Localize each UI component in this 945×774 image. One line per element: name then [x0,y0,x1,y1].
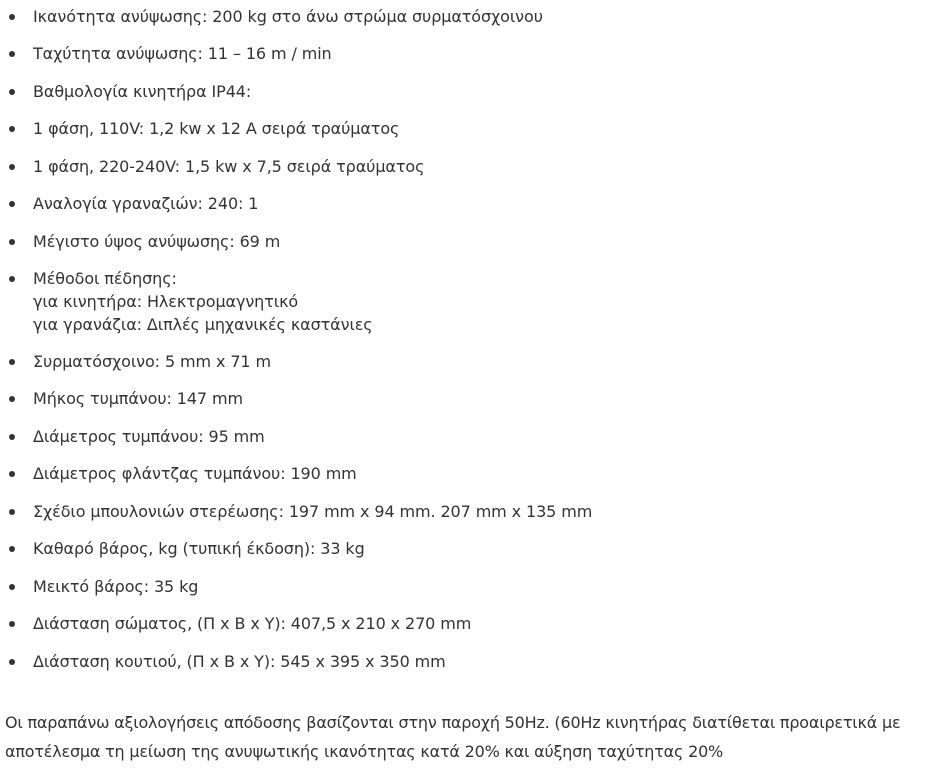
bullet-icon [9,396,15,402]
footnote-line-2: αποτέλεσμα τη μείωση της ανυψωτικής ικανότητας κατά 20% και αύξηση ταχύτητας 20% [5,742,724,761]
bullet-icon [9,434,15,440]
spec-text: Καθαρό βάρος, kg (τυπική έκδοση): 33 kg [33,539,365,558]
bullet-icon [9,546,15,552]
bullet-icon [9,201,15,207]
spec-text: για γρανάζια: Διπλές μηχανικές καστάνιες [33,315,373,334]
spec-text: Διάσταση κουτιού, (Π x Β x Υ): 545 x 395 x 350 mm [33,652,446,671]
bullet-icon [9,14,15,20]
spec-text: Βαθμολογία κινητήρα IP44: [33,82,252,101]
spec-text: Διάμετρος τυμπάνου: 95 mm [33,427,265,446]
spec-text: για κινητήρα: Ηλεκτρομαγνητικό [33,292,299,311]
spec-text: Μεικτό βάρος: 35 kg [33,577,199,596]
bullet-icon [9,164,15,170]
spec-text: Μήκος τυμπάνου: 147 mm [33,389,243,408]
spec-text: Συρματόσχοινο: 5 mm x 71 m [33,352,271,371]
bullet-icon [9,659,15,665]
bullet-icon [9,471,15,477]
spec-text: Αναλογία γραναζιών: 240: 1 [33,194,259,213]
bullet-icon [9,584,15,590]
bullet-icon [9,239,15,245]
spec-text: 1 φάση, 110V: 1,2 kw x 12 A σειρά τραύματος [33,119,400,138]
spec-text: 1 φάση, 220-240V: 1,5 kw x 7,5 σειρά τραύματος [33,157,425,176]
spec-text: Σχέδιο μπουλονιών στερέωσης: 197 mm x 94 mm. 207 mm x 135 mm [33,502,593,521]
spec-text: Ικανότητα ανύψωσης: 200 kg στο άνω στρώμα συρματόσχοινου [33,7,543,26]
bullet-icon [9,359,15,365]
bullet-icon [9,126,15,132]
spec-text: Μέγιστο ύψος ανύψωσης: 69 m [33,232,281,251]
spec-text: Διάμετρος φλάντζας τυμπάνου: 190 mm [33,464,357,483]
spec-text: Διάσταση σώματος, (Π x Β x Υ): 407,5 x 210 x 270 mm [33,614,472,633]
footnote [5,708,945,766]
bullet-icon [9,509,15,515]
bullet-icon [9,51,15,57]
spec-text: Μέθοδοι πέδησης: [33,269,177,288]
bullet-icon [9,621,15,627]
spec-text: Ταχύτητα ανύψωσης: 11 – 16 m / min [33,44,332,63]
footnote-line-1: Οι παραπάνω αξιολογήσεις απόδοσης βασίζονται στην παροχή 50Hz. (60Hz κινητήρας διατίθεται προαιρετικά με [5,713,901,732]
bullet-icon [9,276,15,282]
bullet-icon [9,89,15,95]
